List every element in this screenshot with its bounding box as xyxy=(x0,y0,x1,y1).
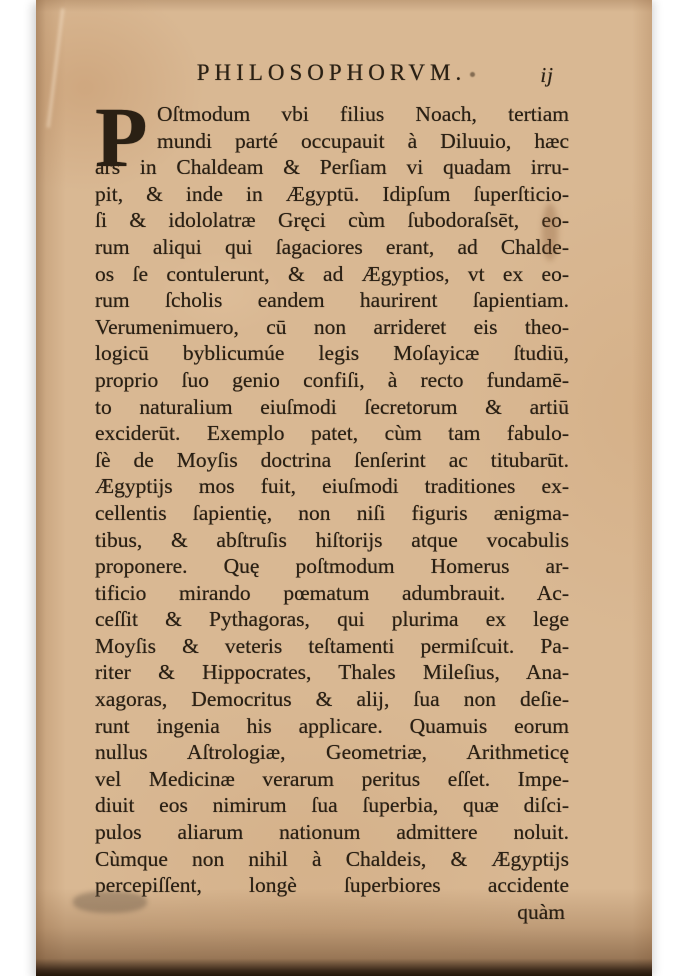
text-line: logicū byblicumúe legis Moſayicæ ſtudiū, xyxy=(95,341,569,366)
text-line: pulos aliarum nationum admittere noluit. xyxy=(95,820,569,845)
text-line: proponere. Quę poſtmodum Homerus ar- xyxy=(95,554,569,579)
page-number: ij xyxy=(540,63,554,87)
text-line: rum ſcholis eandem haurirent ſapientiam. xyxy=(95,288,569,313)
text-line: Verumenimuero, cū non arrideret eis theo- xyxy=(95,314,569,339)
text-lines xyxy=(95,101,569,899)
text-line: tibus, & abſtruſis hiſtorijs atque vocabulis xyxy=(95,527,569,552)
running-head xyxy=(95,60,568,94)
text-line: proprio ſuo genio confiſi, à recto fundamē- xyxy=(95,367,569,392)
text-line: ſè de Moyſis doctrina ſenſerint ac titubarūt. xyxy=(95,447,569,472)
text-line: ceſſit & Pythagoras, qui plurima ex lege xyxy=(95,607,569,632)
text-line: pit, & inde in Ægyptū. Idipſum ſuperſticio- xyxy=(95,181,569,206)
text-line: runt ingenia his applicare. Quamuis eorum xyxy=(95,713,569,738)
text-line: vel Medicinæ verarum peritus eſſet. Impe- xyxy=(95,766,569,791)
text-line: percepiſſent, longè ſuperbiores accidente xyxy=(95,873,569,898)
text-line: nullus Aſtrologiæ, Geometriæ, Arithmeticę xyxy=(95,740,569,765)
text-line: ars in Chaldeam & Perſiam vi quadam irru- xyxy=(95,155,569,180)
book-page xyxy=(36,0,652,976)
drop-cap-initial: P xyxy=(95,89,148,185)
text-line: Ægyptijs mos fuit, eiuſmodi traditiones ex- xyxy=(95,474,569,499)
text-line: riter & Hippocrates, Thales Mileſius, Ana- xyxy=(95,660,569,685)
text-line: os ſe contulerunt, & ad Ægyptios, vt ex eo- xyxy=(95,261,569,286)
text-line: mundi parté occupauit à Diluuio, hæc xyxy=(157,128,569,153)
text-line: cellentis ſapientię, non niſi figuris ænigma- xyxy=(95,500,569,525)
text-line: ſi & idololatræ Gręci cùm ſubodoraſsēt, eo- xyxy=(95,208,569,233)
text-line: exciderūt. Exemplo patet, cùm tam fabulo- xyxy=(95,421,569,446)
page-title: PHILOSOPHORVM. xyxy=(196,60,467,85)
text-line: rum aliqui qui ſagaciores erant, ad Chalde- xyxy=(95,234,569,259)
text-line: Cùmque non nihil à Chaldeis, & Ægyptijs xyxy=(95,846,569,871)
text-line: Moyſis & veteris teſtamenti permiſcuit. Pa- xyxy=(95,633,569,658)
text-line: diuit eos nimirum ſua ſuperbia, quæ diſci- xyxy=(95,793,569,818)
text-line: tificio mirando pœmatum adumbrauit. Ac- xyxy=(95,580,569,605)
text-line: xagoras, Democritus & alij, ſua non deſie- xyxy=(95,687,569,712)
text-line: to naturalium eiuſmodi ſecretorum & artiū xyxy=(95,394,569,419)
catchword: quàm xyxy=(517,899,565,924)
paper-crease xyxy=(47,8,65,127)
text-line: Oſtmodum vbi filius Noach, tertiam xyxy=(157,102,569,126)
body-text xyxy=(95,89,569,925)
